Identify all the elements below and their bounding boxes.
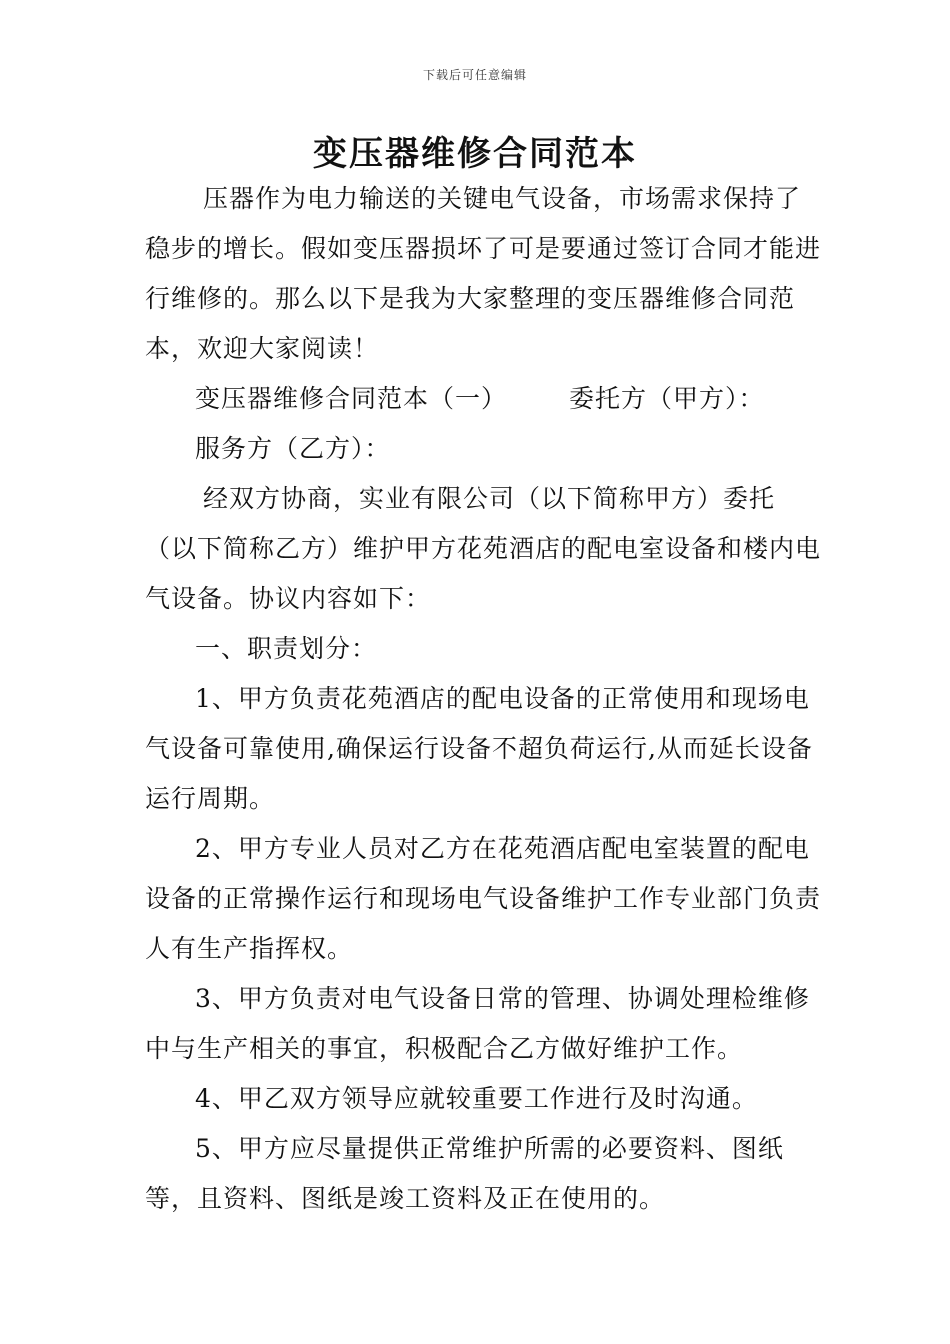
document-body <box>145 174 825 1224</box>
clause-2: 2、甲方专业人员对乙方在花苑酒店配电室装置的配电设备的正常操作运行和现场电气设备维护工作专业部门负责人有生产指挥权。 <box>145 834 822 963</box>
contract-heading: 变压器维修合同范本（一） <box>195 384 508 413</box>
document-title: 变压器维修合同范本 <box>313 134 637 174</box>
clause-1: 1、甲方负责花苑酒店的配电设备的正常使用和现场电气设备可靠使用,确保运行设备不超负荷运行,从而延长设备运行周期。 <box>145 684 813 813</box>
header-note: 下载后可任意编辑 <box>422 68 527 82</box>
clause-5: 5、甲方应尽量提供正常维护所需的必要资料、图纸等，且资料、图纸是竣工资料及正在使用的。 <box>145 1134 784 1213</box>
clause-3: 3、甲方负责对电气设备日常的管理、协调处理检维修中与生产相关的事宜，积极配合乙方做好维护工作。 <box>145 984 810 1063</box>
party-b-label: 服务方（乙方）： <box>195 434 391 463</box>
intro-paragraph: 压器作为电力输送的关键电气设备，市场需求保持了稳步的增长。假如变压器损坏了可是要通过签订合同才能进行维修的。那么以下是我为大家整理的变压器维修合同范本，欢迎大家阅读！ <box>145 184 822 363</box>
contract-heading-line <box>145 374 825 424</box>
clause-4: 4、甲乙双方领导应就较重要工作进行及时沟通。 <box>195 1084 758 1113</box>
agreement-paragraph: 经双方协商，实业有限公司（以下简称甲方）委托（以下简称乙方）维护甲方花苑酒店的配电室设备和楼内电气设备。协议内容如下： <box>145 484 822 613</box>
section-1-heading: 一、职责划分： <box>195 634 378 663</box>
party-a-label: 委托方（甲方）： <box>569 384 765 413</box>
